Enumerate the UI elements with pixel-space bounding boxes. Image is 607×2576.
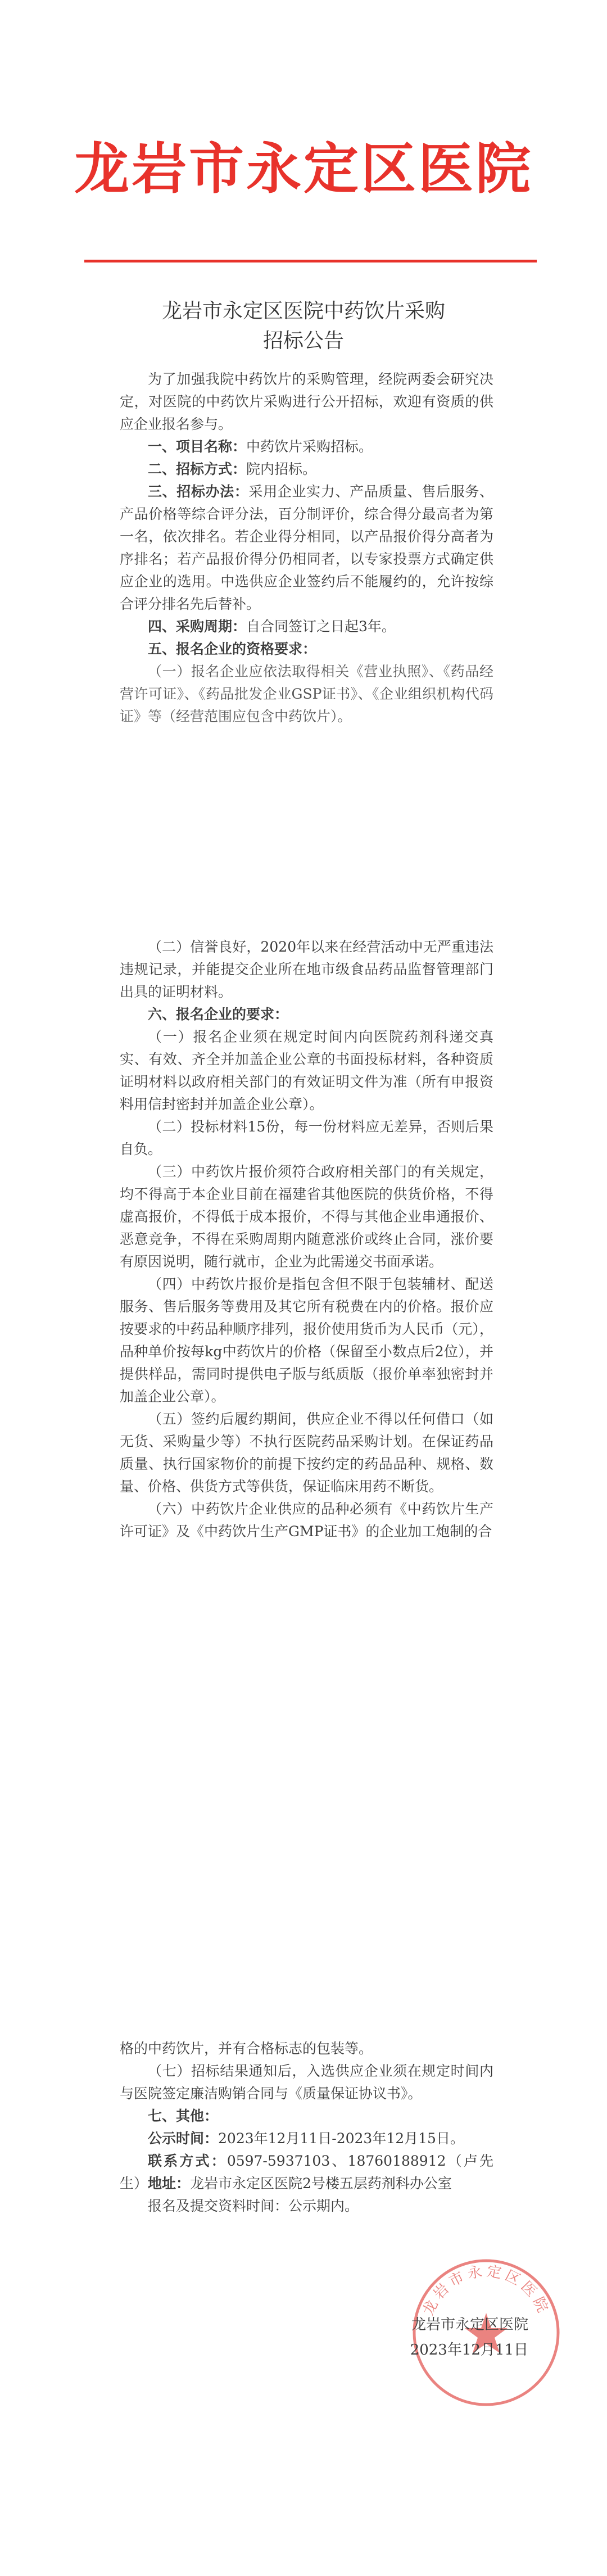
section-label: 七、其他： [148, 2108, 219, 2124]
section-qualifications-heading [120, 638, 493, 660]
section-label: 五、报名企业的资格要求： [148, 641, 317, 657]
requirement-item-4: （四）中药饮片报价是指包含但不限于包装辅材、配送服务、售后服务等费用及其它所有税费在内的价格。报价应按要求的中药品种顺序排列，报价使用货币为人民币（元），品种单价按每kg中药饮片的价格（保留至小数点后2位），并提供样品，需同时提供电子版与纸质版（报价单率独密封并加盖企业公章）。 [120, 1276, 493, 1405]
section-bid-method [120, 458, 493, 481]
publicity-label: 公示时间： [148, 2130, 219, 2147]
contact-value: 0597-5937103、18760188912（卢先生） [120, 2153, 493, 2192]
section-project-name [120, 436, 493, 458]
requirement-item-1: （一）报名企业须在规定时间内向医院药剂科递交真实、有效、齐全并加盖企业公章的书面投标材料，各种资质证明材料以政府相关部门的有效证明文件为准（所有申报资料用信封密封并加盖企业公章）。 [120, 1029, 493, 1112]
notice-title-line1: 龙岩市永定区医院中药饮片采购 [161, 300, 445, 323]
section-label: 四、采购周期： [148, 618, 247, 635]
qualification-item-2: （二）信誉良好，2020年以来在经营活动中无严重违法违规记录，并能提交企业所在地市级食品药品监督管理部门出具的证明材料。 [120, 939, 493, 1000]
red-divider-line [84, 260, 537, 262]
section-bid-rules [120, 481, 493, 615]
section-text: 自合同签订之日起3年。 [246, 618, 396, 635]
section-label: 二、招标方式： [148, 461, 247, 477]
contact-label: 联系方式： [148, 2153, 227, 2169]
signature-organization: 龙岩市永定区医院 [411, 2316, 528, 2333]
requirement-item-2: （二）投标材料15份，每一份材料应无差异，否则后果自负。 [120, 1119, 493, 1157]
intro-paragraph: 为了加强我院中药饮片的采购管理，经院两委会研究决定，对医院的中药饮片采购进行公开招标，欢迎有资质的供应企业报名参与。 [120, 371, 493, 432]
section-other-heading [120, 2105, 493, 2127]
address-info [120, 2172, 493, 2195]
notice-title-line2: 招标公告 [262, 329, 344, 352]
section-label: 一、项目名称： [148, 438, 247, 455]
address-label: 地址： [148, 2175, 191, 2192]
section-requirements-heading [120, 1003, 493, 1026]
section-text: 采用企业实力、产品质量、售后服务、产品价格等综合评分法，百分制评价，综合得分最高者为第一名，依次排名。若企业得分相同，以产品报价得分高者为序排名；若产品报价得分仍相同者，以专家投票方式确定供应企业的选用。中选供应企业签约后不能履约的，允许按综合评分排名先后替补。 [120, 483, 493, 612]
requirement-item-7: （七）招标结果通知后，入选供应企业须在规定时间内与医院签定廉洁购销合同与《质量保证协议书》。 [120, 2063, 493, 2102]
publicity-value: 2023年12月11日-2023年12月15日。 [218, 2130, 464, 2147]
masthead-title: 龙岩市永定区医院 [74, 137, 533, 201]
requirement-item-6-part1: （六）中药饮片企业供应的品种必须有《中药饮片生产许可证》及《中药饮片生产GMP证书》的企业加工炮制的合 [120, 1501, 493, 1540]
section-text: 中药饮片采购招标。 [246, 438, 373, 455]
section-text: 院内招标。 [246, 461, 317, 477]
qualification-item-1: （一）报名企业应依法取得相关《营业执照》、《药品经营许可证》、《药品批发企业GSP证书》、《企业组织机构代码证》等（经营范围应包含中药饮片）。 [120, 663, 493, 725]
requirement-item-3: （三）中药饮片报价须符合政府相关部门的有关规定，均不得高于本企业目前在福建省其他医院的供货价格，不得虚高报价，不得低于成本报价，不得与其他企业串通报价、恶意竞争，不得在采购周期内随意涨价或终止合同，涨价要有原因说明，随行就市，企业为此需递交书面承诺。 [120, 1163, 493, 1270]
section-label: 三、招标办法： [148, 483, 249, 500]
requirement-item-5: （五）签约后履约期间，供应企业不得以任何借口（如无货、采购量少等）不执行医院药品采购计划。在保证药品质量、执行国家物价的前提下按约定的药品品种、规格、数量、价格、供货方式等供货，保证临床用药不断货。 [120, 1411, 493, 1495]
section-label: 六、报名企业的要求： [148, 1006, 289, 1022]
address-value: 龙岩市永定区医院2号楼五层药剂科办公室 [190, 2175, 452, 2192]
signature-date: 2023年12月11日 [410, 2342, 528, 2358]
submission-time: 报名及提交资料时间：公示期内。 [148, 2198, 359, 2214]
section-period [120, 615, 493, 638]
seal-text: 龙岩市永定区医院 [420, 2263, 552, 2319]
publicity-time [120, 2127, 493, 2150]
requirement-item-6-part2: 格的中药饮片，并有合格标志的包装等。 [120, 2040, 373, 2057]
svg-text:龙岩市永定区医院 [420, 2263, 552, 2318]
